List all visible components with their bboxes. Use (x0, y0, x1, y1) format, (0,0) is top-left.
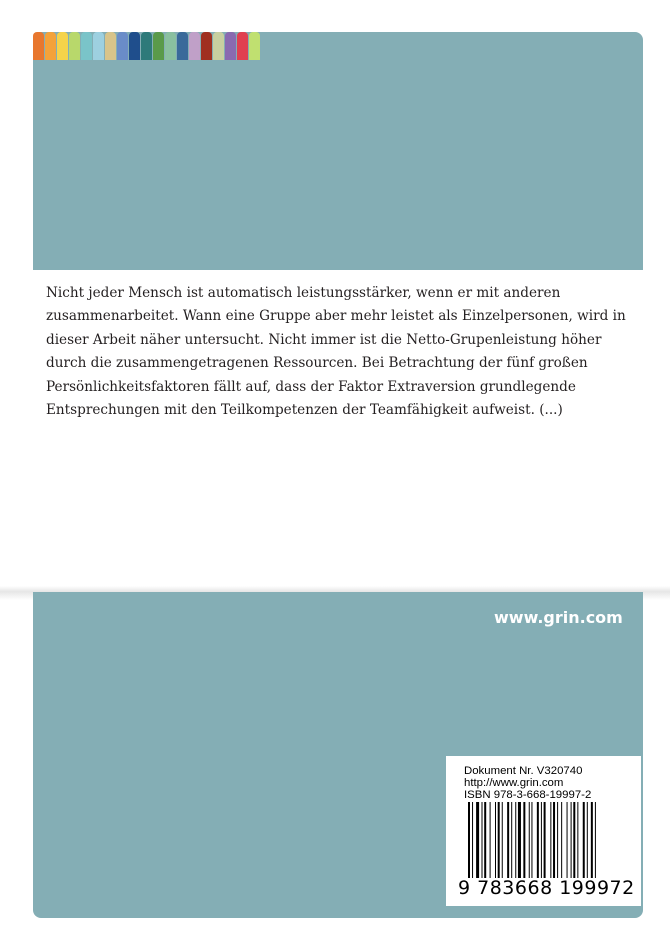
barcode-icon (468, 802, 638, 878)
color-tab (201, 32, 212, 60)
isbn-line: ISBN 978-3-668-19997-2 (464, 789, 592, 801)
color-tab-strip (33, 32, 261, 60)
barcode-digits: 9 783668 199972 (458, 877, 635, 899)
barcode-label (446, 756, 641, 906)
color-tab (189, 32, 200, 60)
color-tab (81, 32, 92, 60)
color-tab (129, 32, 140, 60)
color-tab (165, 32, 176, 60)
color-tab (177, 32, 188, 60)
back-cover-blurb: Nicht jeder Mensch ist automatisch leistungsstärker, wenn er mit anderen zusammenarbeitet. Wann eine Gruppe aber mehr leistet als Einzelpersonen, wird in dieser Arbeit näher untersucht. Nicht immer ist die Netto-Grupenleistung höher durch die zusammengetragenen Ressourcen. Bei Betrachtung der fünf großen Persönlichkeitsfaktoren fällt auf, dass der Faktor Extraversion grundlegende Entsprechungen mit den Teilkompetenzen der Teamfähigkeit aufweist. (...) (46, 285, 626, 419)
color-tab (153, 32, 164, 60)
publisher-url: www.grin.com (494, 608, 623, 627)
color-tab (93, 32, 104, 60)
color-tab (213, 32, 224, 60)
color-tab (105, 32, 116, 60)
color-tab (57, 32, 68, 60)
color-tab (237, 32, 248, 60)
document-number: Dokument Nr. V320740 (464, 765, 583, 777)
color-tab (69, 32, 80, 60)
color-tab (45, 32, 56, 60)
color-tab (249, 32, 260, 60)
color-tab (33, 32, 44, 60)
cover-top-panel (33, 32, 643, 270)
color-tab (225, 32, 236, 60)
color-tab (117, 32, 128, 60)
color-tab (141, 32, 152, 60)
grin-url-line: http://www.grin.com (464, 777, 564, 789)
